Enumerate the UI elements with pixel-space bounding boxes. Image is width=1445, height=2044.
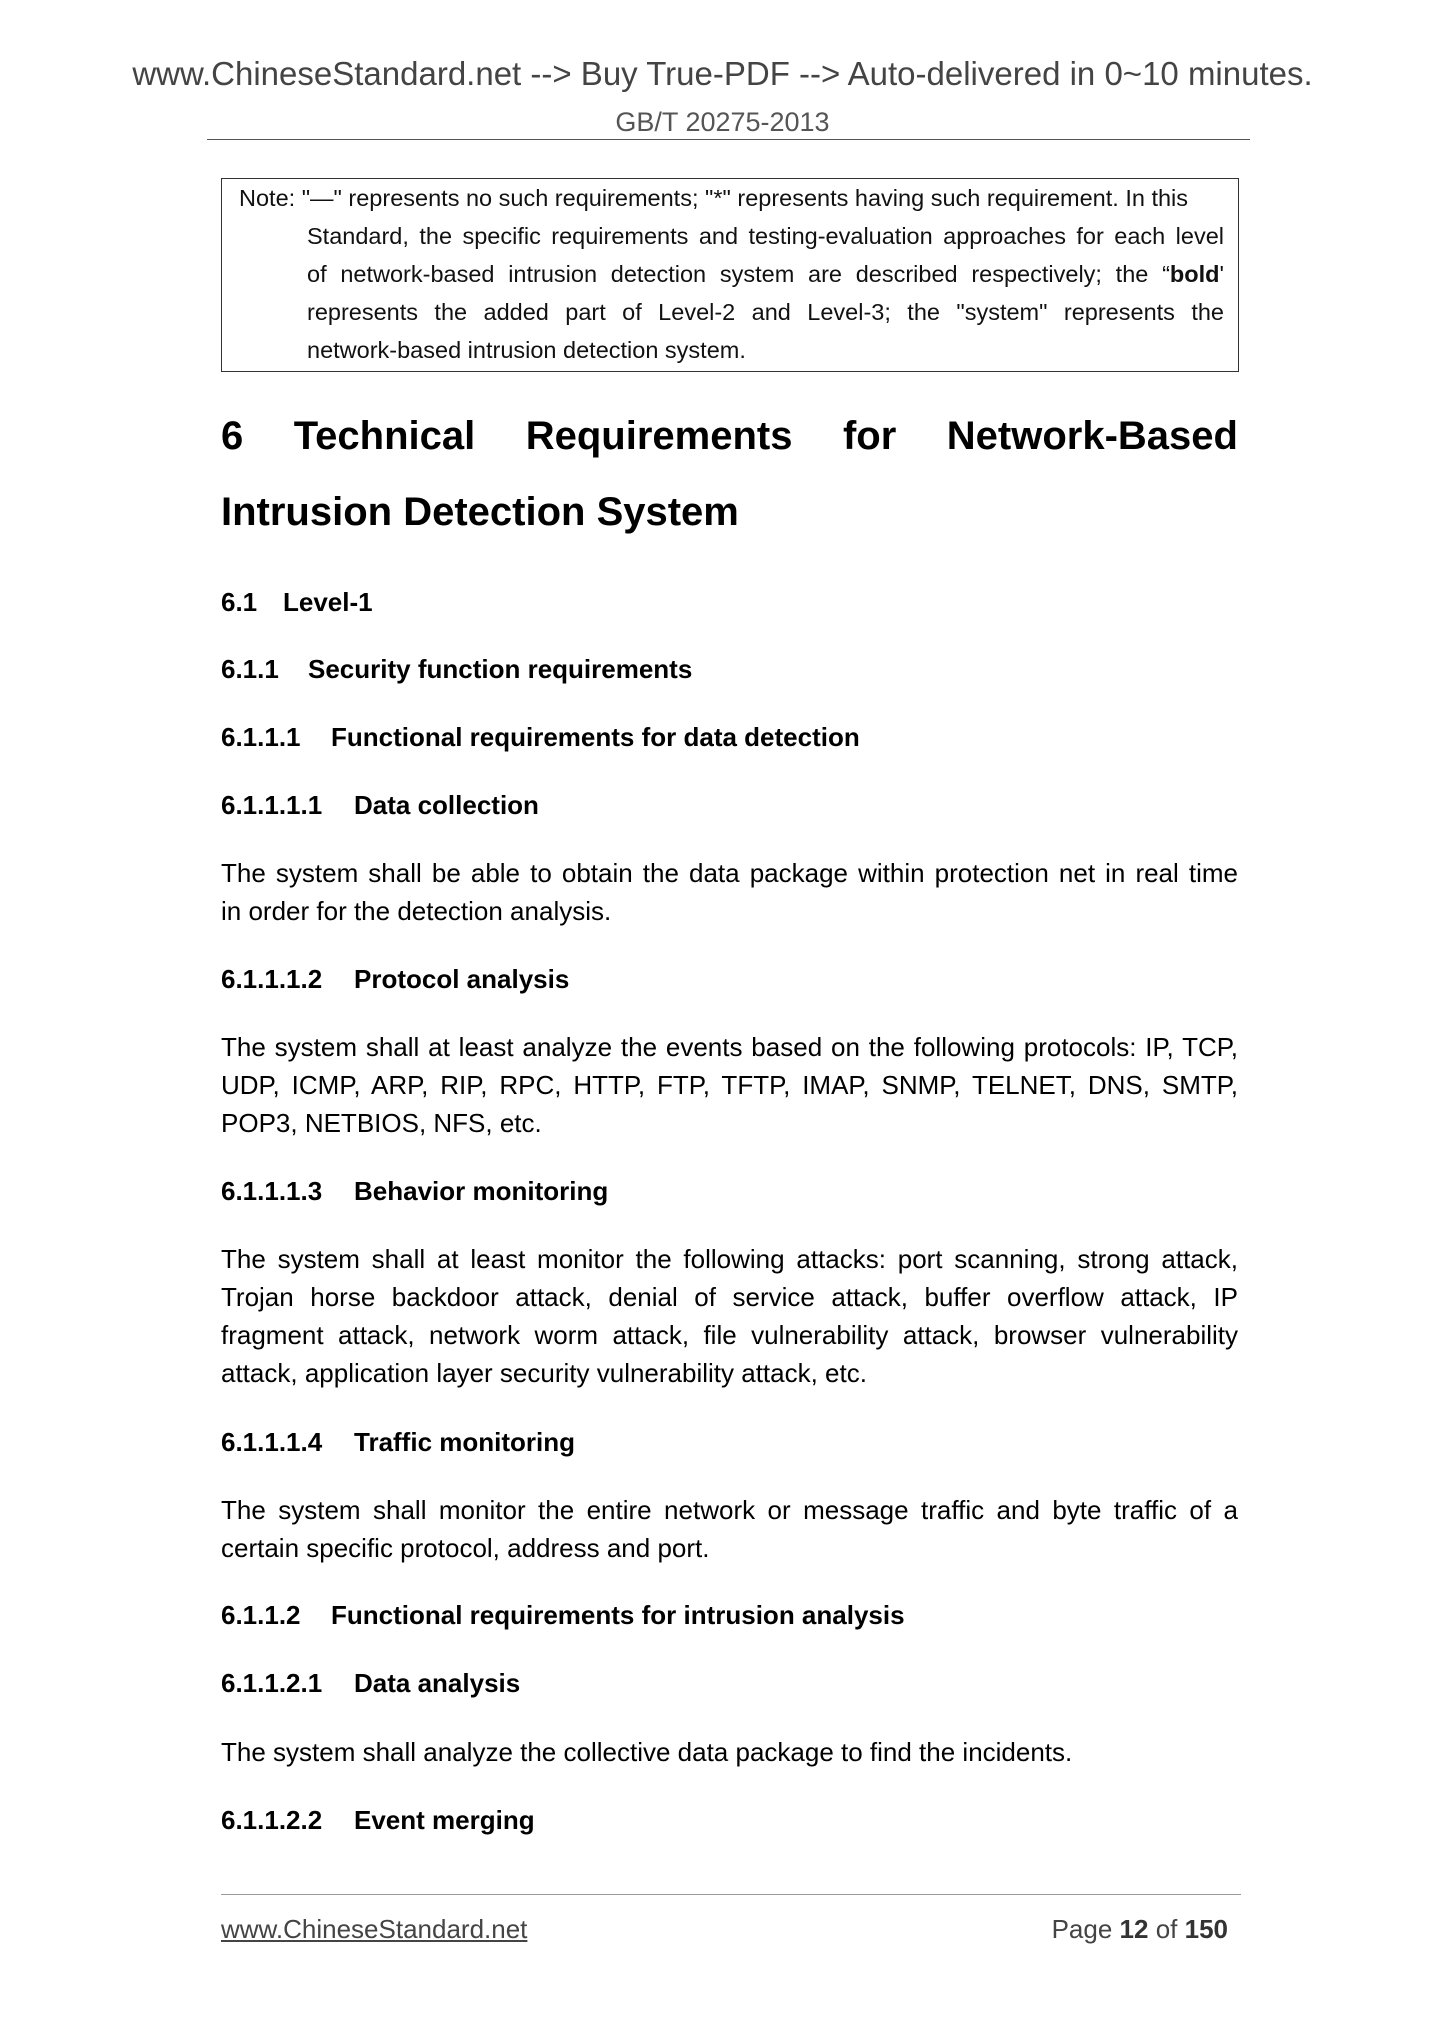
section-number: 6.1.1.1.3 (221, 1176, 323, 1206)
section-title: Data analysis (354, 1668, 521, 1698)
page-total: 150 (1184, 1914, 1228, 1944)
section-6-1-1-1-4-heading (221, 1427, 575, 1458)
protocol-analysis-paragraph (221, 1028, 1238, 1142)
section-6-1-1-2-heading (221, 1600, 905, 1631)
paragraph-line: attack, application layer security vulnerability attack, etc. (221, 1358, 867, 1388)
top-banner[interactable]: www.ChineseStandard.net --> Buy True-PDF --> Auto-delivered in 0~10 minutes. (132, 55, 1313, 92)
paragraph-line: in order for the detection analysis. (221, 896, 612, 926)
section-number: 6.1.1.1 (221, 722, 301, 752)
paragraph-line: The system shall at least analyze the events based on the following protocols: IP, TCP, (221, 1032, 1238, 1062)
section-6-1-1-1-1-heading (221, 790, 539, 821)
note-line-3a: of network-based intrusion detection system are described respectively; the “ (307, 261, 1170, 287)
section-6-1-1-2-2-heading (221, 1805, 535, 1836)
section-title: Event merging (354, 1805, 535, 1835)
note-line-5: network-based intrusion detection system. (307, 337, 746, 363)
note-box (221, 178, 1239, 372)
section-6-1-1-heading (221, 654, 692, 685)
section-number: 6.1.1.2.2 (221, 1805, 323, 1835)
section-title: Functional requirements for data detection (331, 722, 860, 752)
page-current: 12 (1119, 1914, 1149, 1944)
chapter-word: Requirements (525, 414, 793, 458)
footer-website-link[interactable]: www.ChineseStandard.net (221, 1914, 528, 1944)
note-line-3b: ' (1219, 261, 1224, 287)
note-bold-word: bold (1169, 261, 1220, 287)
section-title: Functional requirements for intrusion analysis (331, 1600, 905, 1630)
paragraph-line: Trojan horse backdoor attack, denial of service attack, buffer overflow attack, IP (221, 1282, 1238, 1312)
section-6-1-1-1-3-heading (221, 1176, 608, 1207)
section-title: Protocol analysis (354, 964, 570, 994)
section-number: 6.1.1.1.4 (221, 1427, 323, 1457)
chapter-word: Technical (293, 414, 476, 458)
page-of: of (1155, 1914, 1178, 1944)
paragraph-line: POP3, NETBIOS, NFS, etc. (221, 1108, 542, 1138)
section-6-1-heading (221, 587, 373, 618)
page-number (1052, 1914, 1228, 1945)
section-number: 6.1 (221, 587, 258, 617)
chapter-word: for (842, 414, 897, 458)
paragraph-line: The system shall analyze the collective data package to find the incidents. (221, 1737, 1073, 1767)
paragraph-line: The system shall be able to obtain the data package within protection net in real time (221, 858, 1238, 888)
data-analysis-paragraph (221, 1733, 1238, 1771)
note-line-3 (307, 261, 1224, 288)
section-number: 6.1.1 (221, 654, 279, 684)
note-line-2: Standard, the specific requirements and testing-evaluation approaches for each level (307, 223, 1224, 249)
header-divider (207, 139, 1250, 140)
footer-divider (221, 1894, 1241, 1895)
behavior-monitoring-paragraph (221, 1240, 1238, 1392)
paragraph-line: The system shall monitor the entire network or message traffic and byte traffic of a (221, 1495, 1238, 1525)
section-title: Security function requirements (308, 654, 693, 684)
section-number: 6.1.1.2.1 (221, 1668, 323, 1698)
section-6-1-1-1-heading (221, 722, 860, 753)
chapter-word: Network-Based (946, 414, 1238, 458)
page-prefix: Page (1051, 1914, 1113, 1944)
paragraph-line: The system shall at least monitor the following attacks: port scanning, strong attack, (221, 1244, 1238, 1274)
section-title: Level-1 (283, 587, 373, 617)
section-number: 6.1.1.1.1 (221, 790, 323, 820)
section-number: 6.1.1.1.2 (221, 964, 323, 994)
paragraph-line: fragment attack, network worm attack, file vulnerability attack, browser vulnerability (221, 1320, 1238, 1350)
section-title: Traffic monitoring (354, 1427, 575, 1457)
chapter-heading-line-2: Intrusion Detection System (221, 490, 739, 534)
standard-code: GB/T 20275-2013 (615, 107, 830, 137)
note-line-4: represents the added part of Level-2 and Level-3; the "system" represents the (307, 299, 1224, 325)
traffic-monitoring-paragraph (221, 1491, 1238, 1567)
section-title: Behavior monitoring (354, 1176, 609, 1206)
chapter-number: 6 (221, 414, 244, 458)
section-title: Data collection (354, 790, 539, 820)
section-6-1-1-2-1-heading (221, 1668, 520, 1699)
note-line-1: Note: "—" represents no such requirements; "*" represents having such requirement. In this (239, 185, 1189, 211)
section-number: 6.1.1.2 (221, 1600, 301, 1630)
section-6-1-1-1-2-heading (221, 964, 569, 995)
data-collection-paragraph (221, 854, 1238, 930)
paragraph-line: UDP, ICMP, ARP, RIP, RPC, HTTP, FTP, TFTP, IMAP, SNMP, TELNET, DNS, SMTP, (221, 1070, 1238, 1100)
paragraph-line: certain specific protocol, address and port. (221, 1533, 710, 1563)
chapter-heading-line-1 (221, 414, 1238, 459)
